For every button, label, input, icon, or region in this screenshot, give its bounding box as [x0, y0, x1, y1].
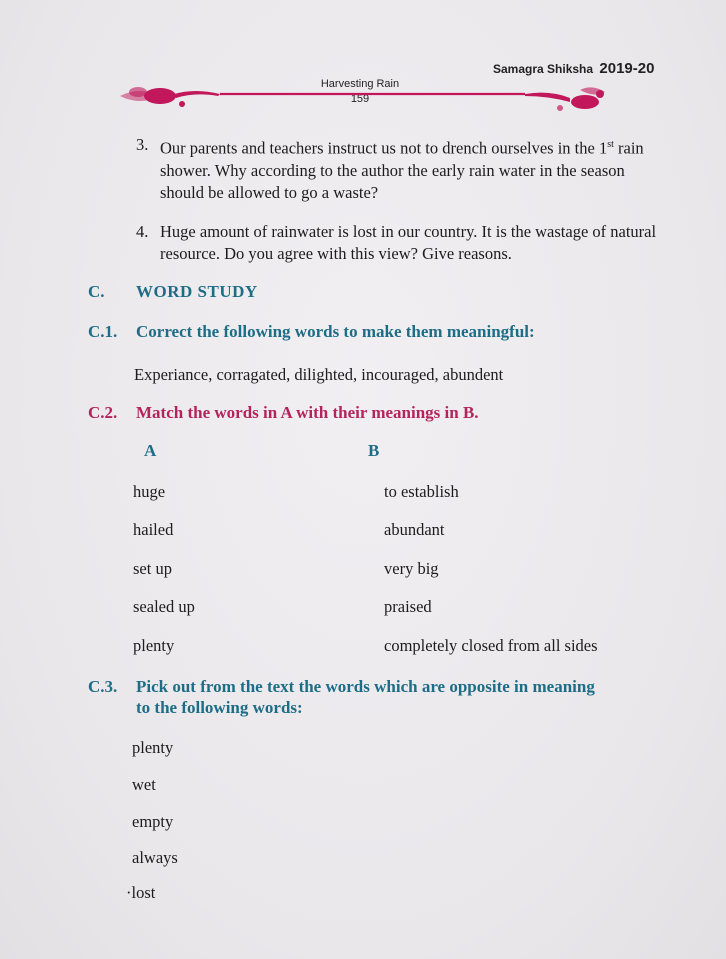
- c1-words: Experiance, corragated, dilighted, incouraged, abundent: [134, 365, 504, 384]
- floral-right-ornament: [525, 87, 605, 111]
- c3-word: always: [132, 848, 178, 867]
- c2-label: C.2.: [88, 403, 118, 422]
- question-3: [136, 134, 666, 204]
- section-c-title: WORD STUDY: [136, 282, 258, 301]
- c3-title-line1: Pick out from the text the words which are opposite in meaning: [136, 677, 595, 696]
- column-a-header: A: [144, 441, 157, 460]
- match-b-item: to establish: [384, 482, 459, 501]
- brand-header: [493, 60, 654, 77]
- question-number: 4.: [136, 222, 149, 241]
- column-b-header: B: [368, 441, 380, 460]
- c3-word: wet: [132, 775, 156, 794]
- academic-year: 2019-20: [599, 60, 655, 77]
- c3-title-line2: to the following words:: [136, 698, 303, 717]
- c2-title: Match the words in A with their meanings in B.: [136, 403, 479, 422]
- question-4: [136, 221, 666, 265]
- match-b-item: praised: [384, 597, 432, 616]
- running-title: Harvesting Rain: [320, 78, 400, 90]
- match-a-item: set up: [133, 559, 172, 578]
- question-text: Huge amount of rainwater is lost in our country. It is the wastage of natural resource. Do you agree with this view? Give reasons.: [160, 222, 657, 263]
- question-number: 3.: [136, 135, 149, 154]
- match-a-item: huge: [133, 482, 166, 501]
- c1-title: Correct the following words to make them meaningful:: [136, 322, 535, 341]
- c1-label: C.1.: [88, 322, 118, 341]
- c3-label: C.3.: [88, 677, 118, 696]
- c3-word: ·lost: [126, 883, 156, 902]
- brand-name: Samagra Shiksha: [493, 62, 594, 76]
- match-b-item: very big: [384, 559, 439, 578]
- header-ornament: [100, 84, 620, 116]
- question-text: Our parents and teachers instruct us not to drench ourselves in the 1st rain shower. Why according to the author the early rain water in the season should be allowed to go a waste?: [160, 138, 644, 202]
- match-a-item: hailed: [133, 520, 174, 539]
- floral-left-ornament: [120, 87, 220, 107]
- match-b-item: completely closed from all sides: [384, 636, 598, 655]
- section-c-label: C.: [88, 282, 105, 301]
- match-b-item: abundant: [384, 520, 445, 539]
- c3-word: plenty: [132, 738, 174, 757]
- c3-word: empty: [132, 812, 174, 831]
- page-number: 159: [350, 93, 370, 105]
- match-a-item: sealed up: [133, 597, 195, 616]
- match-a-item: plenty: [133, 636, 175, 655]
